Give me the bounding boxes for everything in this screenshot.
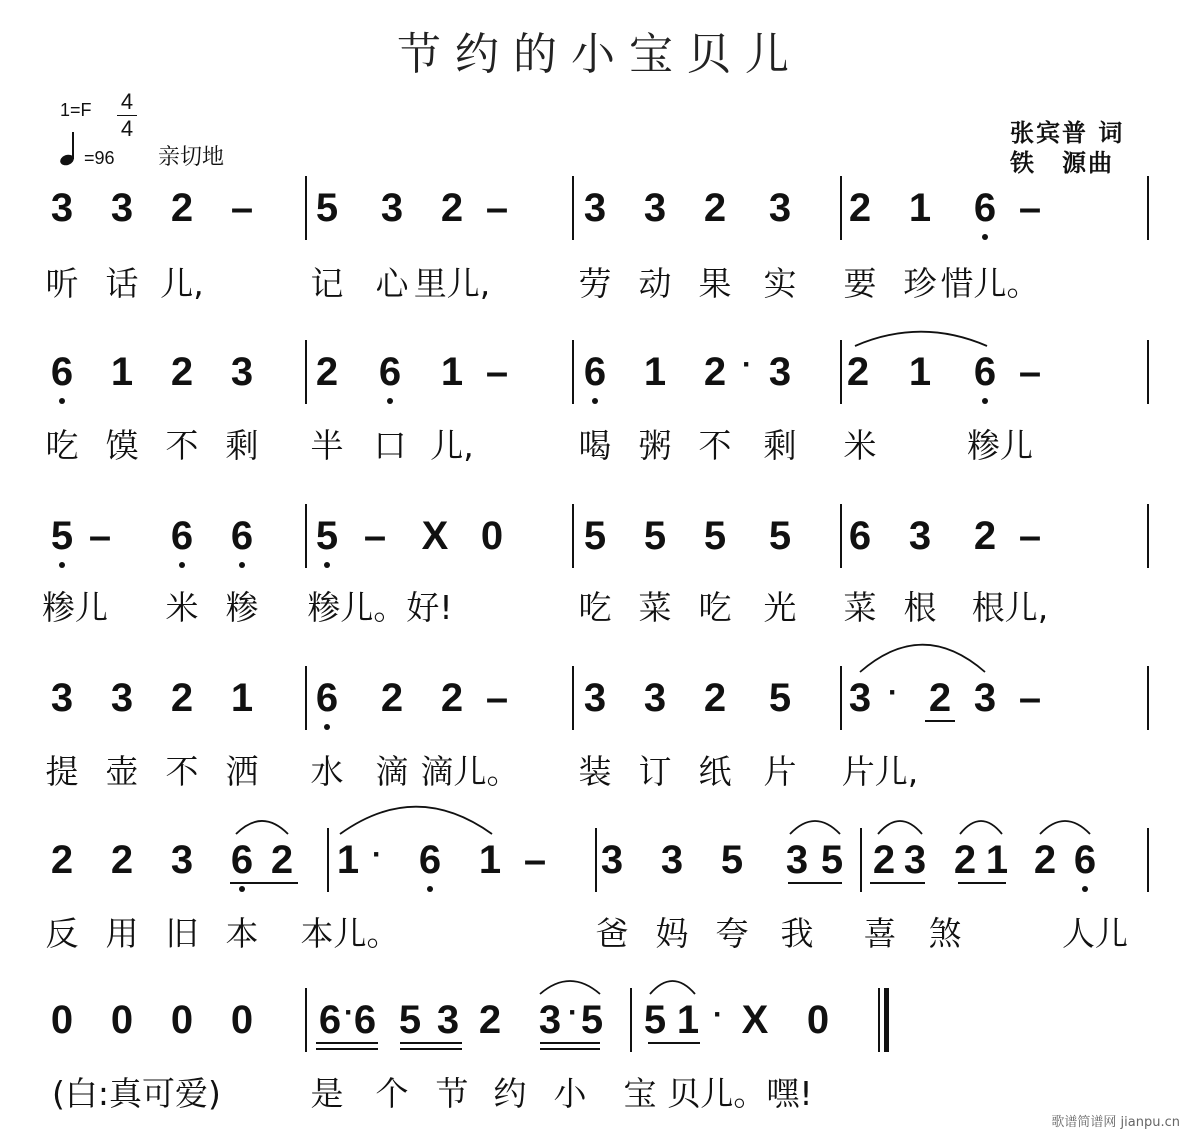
note: 3 (768, 186, 792, 230)
lyric: 糁 (225, 588, 259, 627)
barline (595, 828, 597, 892)
lyric: 听 (45, 264, 79, 303)
time-numerator: 4 (120, 89, 134, 114)
barline (305, 666, 307, 730)
note: 2 (846, 350, 870, 394)
lyric: 片 (763, 752, 797, 791)
lyric: 不 (165, 426, 199, 465)
note: 2 (1033, 838, 1057, 882)
note: 2 (170, 186, 194, 230)
watermark: 歌谱简谱网 jianpu.cn (1051, 1115, 1180, 1130)
lower-octave-dot (324, 562, 330, 568)
note: 2 (703, 676, 727, 720)
note: 5 (398, 998, 422, 1042)
credits (1010, 118, 1124, 178)
note: 3 (50, 186, 74, 230)
note: – (1018, 514, 1042, 558)
note: 2 (440, 676, 464, 720)
slur (236, 814, 288, 838)
note: – (485, 186, 509, 230)
note: 3 (973, 676, 997, 720)
slur (1040, 814, 1090, 838)
lyric: (白:真可爱) (52, 1074, 221, 1113)
note: 6 (1073, 838, 1097, 882)
note: 6 (583, 350, 607, 394)
key-signature: 1=F (60, 100, 92, 120)
barline (572, 176, 574, 240)
augmentation-dot: · (568, 996, 578, 1029)
composer-credit: 铁 源曲 (1010, 149, 1114, 177)
duration-underline (540, 1042, 600, 1044)
barline (305, 988, 307, 1052)
lyric: 本 (225, 914, 259, 953)
note: 6 (230, 514, 254, 558)
note: 3 (660, 838, 684, 882)
barline (840, 666, 842, 730)
note: – (1018, 350, 1042, 394)
note: 2 (703, 350, 727, 394)
lyric: 妈 (655, 914, 689, 953)
note: 6 (50, 350, 74, 394)
lyric: 我 (780, 914, 814, 953)
note: 3 (230, 350, 254, 394)
slur (878, 814, 922, 838)
barline (572, 340, 574, 404)
lower-octave-dot (592, 398, 598, 404)
note: 1 (676, 998, 700, 1042)
augmentation-dot: · (372, 838, 382, 871)
lyric: 儿, (160, 264, 204, 303)
note: 6 (973, 350, 997, 394)
barline (840, 504, 842, 568)
barline (860, 828, 862, 892)
note: 2 (953, 838, 977, 882)
note: 2 (973, 514, 997, 558)
lyric: 个 (375, 1074, 409, 1113)
note: 3 (380, 186, 404, 230)
lyric: 宝 (623, 1074, 657, 1113)
lyric: 劳 (578, 264, 612, 303)
slur (960, 814, 1002, 838)
barline (1147, 504, 1149, 568)
lower-octave-dot (239, 562, 245, 568)
lower-octave-dot (239, 886, 245, 892)
barline (840, 176, 842, 240)
note: X (421, 514, 449, 558)
lyric: 喝 (578, 426, 612, 465)
lyricist-credit: 张宾普 词 (1010, 119, 1125, 147)
note: – (230, 186, 254, 230)
barline (572, 666, 574, 730)
note: 1 (478, 838, 502, 882)
lyric: 记 (310, 264, 344, 303)
barline (1147, 666, 1149, 730)
note: 1 (336, 838, 360, 882)
lyric: 壶 (105, 752, 139, 791)
duration-underline (400, 1042, 462, 1044)
lyric: 贝儿。嘿! (667, 1074, 813, 1113)
note: – (88, 514, 112, 558)
note: 3 (583, 676, 607, 720)
barline (840, 340, 842, 404)
duration-underline (230, 882, 298, 884)
lyric: 糁儿 (967, 426, 1033, 465)
barline (327, 828, 329, 892)
lyric: 人儿 (1062, 914, 1128, 953)
lower-octave-dot (1082, 886, 1088, 892)
lyric: 约 (493, 1074, 527, 1113)
lower-octave-dot (427, 886, 433, 892)
duration-underline (316, 1042, 378, 1044)
lyric: 滴 (375, 752, 409, 791)
lyric: 不 (165, 752, 199, 791)
barline (878, 988, 880, 1052)
lyric: 小 (553, 1074, 587, 1113)
note: 2 (315, 350, 339, 394)
time-denominator: 4 (120, 116, 134, 141)
note: – (485, 676, 509, 720)
lyric: 根儿, (971, 588, 1049, 627)
note: 0 (110, 998, 134, 1042)
note: X (741, 998, 769, 1042)
note: 6 (418, 838, 442, 882)
lyric: 剩 (763, 426, 797, 465)
duration-underline (540, 1048, 600, 1050)
note: 2 (50, 838, 74, 882)
slur (340, 792, 492, 838)
note: 2 (872, 838, 896, 882)
note: 3 (908, 514, 932, 558)
duration-underline (870, 882, 925, 884)
note: 3 (170, 838, 194, 882)
lyric: 爸 (595, 914, 629, 953)
lyric: 装 (578, 752, 612, 791)
lyric: 用 (105, 914, 139, 953)
note: 2 (110, 838, 134, 882)
barline (1147, 176, 1149, 240)
note: 3 (785, 838, 809, 882)
note: 3 (643, 186, 667, 230)
augmentation-dot: · (713, 998, 723, 1031)
note: 2 (170, 676, 194, 720)
lyric: 吃 (45, 426, 79, 465)
note: – (1018, 186, 1042, 230)
note: – (1018, 676, 1042, 720)
lyric: 反 (45, 914, 79, 953)
note: 2 (270, 838, 294, 882)
lyric: 是 (310, 1074, 344, 1113)
note: 5 (820, 838, 844, 882)
time-signature (117, 90, 137, 141)
note: 1 (985, 838, 1009, 882)
lyric: 吃 (698, 588, 732, 627)
note: 3 (436, 998, 460, 1042)
augmentation-dot: · (888, 676, 898, 709)
duration-underline (400, 1048, 462, 1050)
note: 2 (380, 676, 404, 720)
note: – (523, 838, 547, 882)
barline (305, 504, 307, 568)
lyric: 口 (373, 426, 407, 465)
lyric: 提 (45, 752, 79, 791)
note: 5 (583, 514, 607, 558)
lyric: 珍 (903, 264, 937, 303)
note: 5 (768, 676, 792, 720)
barline (630, 988, 632, 1052)
note: 5 (580, 998, 604, 1042)
augmentation-dot: · (742, 348, 752, 381)
barline (572, 504, 574, 568)
lyric: 馍 (105, 426, 139, 465)
lyric: 本儿。 (300, 914, 400, 953)
note: 5 (315, 514, 339, 558)
lower-octave-dot (59, 398, 65, 404)
lyric: 光 (763, 588, 797, 627)
slur (790, 814, 840, 838)
barline (305, 176, 307, 240)
lyric: 里儿, (413, 264, 491, 303)
lyric: 片儿, (841, 752, 919, 791)
lyric: 滴儿。 (420, 752, 520, 791)
lower-octave-dot (179, 562, 185, 568)
duration-underline (316, 1048, 378, 1050)
note: 5 (768, 514, 792, 558)
final-barline (884, 988, 889, 1052)
augmentation-dot: · (344, 996, 354, 1029)
note: 2 (478, 998, 502, 1042)
lyric: 吃 (578, 588, 612, 627)
note: 6 (353, 998, 377, 1042)
barline (1147, 340, 1149, 404)
note: 3 (600, 838, 624, 882)
duration-underline (925, 720, 955, 722)
lyric: 实 (763, 264, 797, 303)
note: 2 (928, 676, 952, 720)
note: 2 (440, 186, 464, 230)
lyric: 糁儿。好! (307, 588, 453, 627)
note: 1 (908, 350, 932, 394)
note: 5 (643, 514, 667, 558)
slur (860, 630, 985, 676)
note: 6 (230, 838, 254, 882)
note: 3 (903, 838, 927, 882)
note: – (485, 350, 509, 394)
lyric: 半 (310, 426, 344, 465)
lyric: 节 (435, 1074, 469, 1113)
note: 0 (806, 998, 830, 1042)
lyric: 粥 (638, 426, 672, 465)
note: 3 (848, 676, 872, 720)
barline (1147, 828, 1149, 892)
note: 3 (768, 350, 792, 394)
note: 5 (703, 514, 727, 558)
lyric: 心 (375, 264, 409, 303)
note: 1 (230, 676, 254, 720)
expression-marking: 亲切地 (158, 145, 225, 170)
lower-octave-dot (324, 724, 330, 730)
lower-octave-dot (59, 562, 65, 568)
lower-octave-dot (982, 234, 988, 240)
lyric: 菜 (638, 588, 672, 627)
note: 5 (315, 186, 339, 230)
note: 3 (50, 676, 74, 720)
note: 2 (848, 186, 872, 230)
note: 0 (230, 998, 254, 1042)
lower-octave-dot (982, 398, 988, 404)
quarter-note-icon (58, 130, 82, 166)
note: 5 (50, 514, 74, 558)
lyric: 动 (638, 264, 672, 303)
note: 3 (110, 676, 134, 720)
note: 3 (110, 186, 134, 230)
lyric: 要 (843, 264, 877, 303)
lyric: 旧 (165, 914, 199, 953)
note: 2 (703, 186, 727, 230)
note: 1 (110, 350, 134, 394)
duration-underline (648, 1042, 700, 1044)
barline (305, 340, 307, 404)
note: – (363, 514, 387, 558)
note: 3 (643, 676, 667, 720)
note: 3 (538, 998, 562, 1042)
lyric: 根 (903, 588, 937, 627)
note: 6 (318, 998, 342, 1042)
lower-octave-dot (387, 398, 393, 404)
note: 3 (583, 186, 607, 230)
tempo-marking: =96 (84, 148, 115, 168)
note: 5 (720, 838, 744, 882)
slur (540, 974, 600, 998)
note: 6 (170, 514, 194, 558)
lyric: 菜 (843, 588, 877, 627)
note: 2 (170, 350, 194, 394)
note: 1 (908, 186, 932, 230)
lyric: 不 (698, 426, 732, 465)
lyric: 果 (698, 264, 732, 303)
note: 6 (973, 186, 997, 230)
lyric: 订 (638, 752, 672, 791)
note: 0 (50, 998, 74, 1042)
lyric: 洒 (225, 752, 259, 791)
note: 6 (378, 350, 402, 394)
lyric: 儿, (430, 426, 474, 465)
lyric: 剩 (225, 426, 259, 465)
lyric: 夸 (715, 914, 749, 953)
song-title: 节约的小宝贝儿 (397, 29, 803, 80)
note: 6 (315, 676, 339, 720)
lyric: 煞 (928, 914, 962, 953)
lyric: 水 (310, 752, 344, 791)
slur (650, 974, 695, 998)
note: 1 (643, 350, 667, 394)
lyric: 话 (105, 264, 139, 303)
lyric: 喜 (863, 914, 897, 953)
note: 0 (480, 514, 504, 558)
lyric: 米 (165, 588, 199, 627)
lyric: 糁儿 (42, 588, 108, 627)
lyric: 米 (843, 426, 877, 465)
note: 1 (440, 350, 464, 394)
lyric: 惜儿。 (940, 264, 1040, 303)
duration-underline (788, 882, 842, 884)
note: 5 (643, 998, 667, 1042)
lyric: 纸 (698, 752, 732, 791)
slur (855, 324, 987, 350)
note: 6 (848, 514, 872, 558)
note: 0 (170, 998, 194, 1042)
duration-underline (958, 882, 1006, 884)
